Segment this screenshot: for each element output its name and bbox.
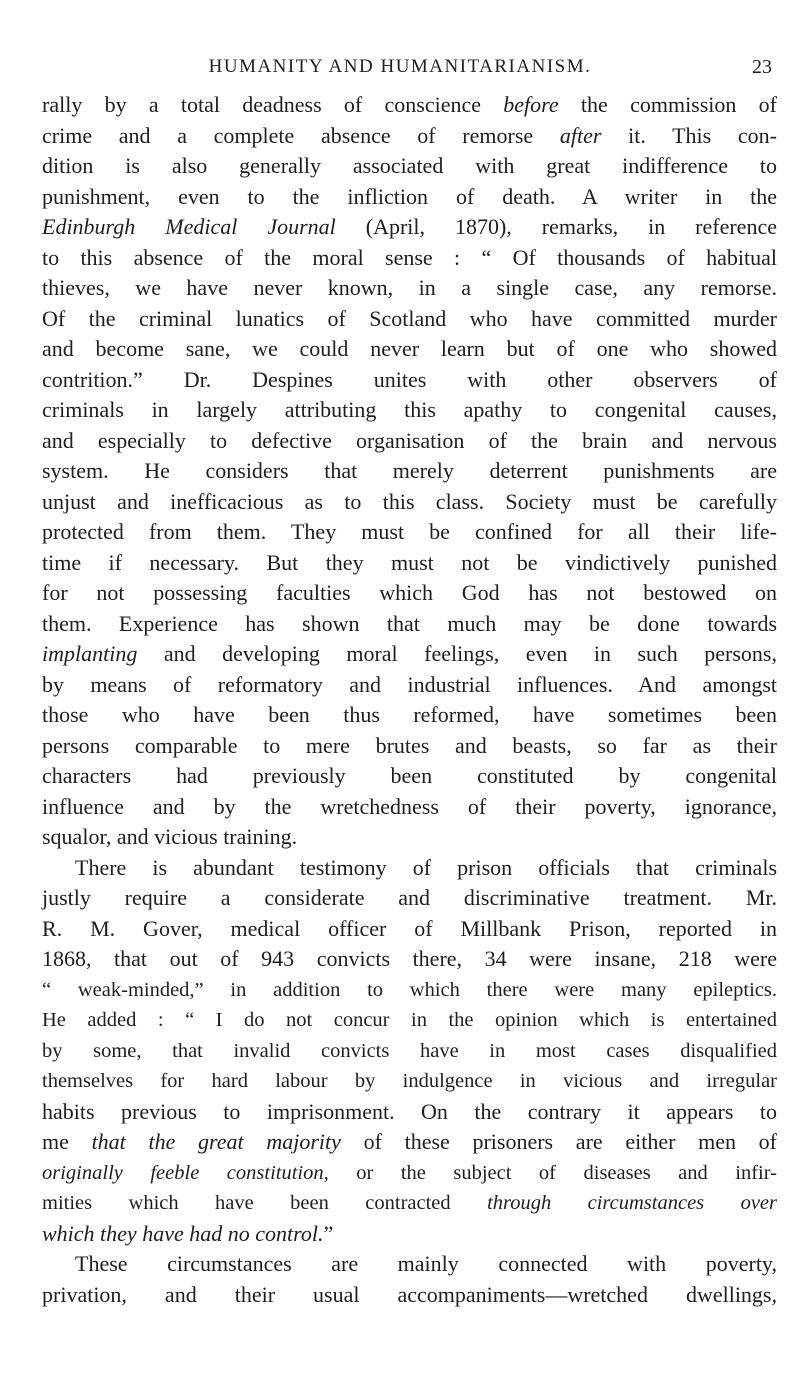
text-line: time if necessary. But they must not be vindictively punished [42,549,777,575]
text-line: persons comparable to mere brutes and beasts, so far as their [42,732,777,758]
text-line: and become sane, we could never learn but of one who showed [42,336,777,361]
text-line: These circumstances are mainly connected with poverty, [75,1251,777,1276]
text-line: by means of reformatory and industrial influences. And amongst [42,671,777,697]
text-line: which they have had no control.” [42,1220,334,1246]
text-line: contrition.” Dr. Despines unites with other observers of [42,366,777,392]
text-line: implanting and developing moral feelings, even in such persons, [42,641,777,666]
text-line: squalor, and vicious training. [42,824,298,849]
text-line: and especially to defective organisation of the brain and nervous [42,427,777,453]
running-title: HUMANITY AND HUMANITARIANISM. [208,56,592,77]
italic-phrase: after [559,122,602,148]
text-line: those who have been thus reformed, have sometimes been [42,702,777,727]
italic-phrase: implanting [42,641,138,666]
italic-phrase: before [503,92,559,117]
text-line: Of the criminal lunatics of Scotland who have committed murder [42,305,777,331]
text-line: me that the great majority of these prisoners are either men of [42,1129,777,1154]
page-header [0,20,800,78]
italic-phrase: that the great majority [91,1129,341,1154]
italic-phrase: originally feeble constitution, [42,1161,329,1184]
italic-phrase: Edinburgh Medical Journal [42,214,336,239]
italic-phrase: through circumstances over [487,1192,777,1214]
text-line: for not possessing faculties which God has not bestowed on [42,580,777,605]
text-line: mities which have been contracted through circumstances over [42,1192,777,1214]
text-line: He added : “ I do not concur in the opinion which is entertained [42,1009,777,1031]
text-line: protected from them. They must be confined for all their life- [42,519,777,544]
text-line: to this absence of the moral sense : “ Of thousands of habitual [42,244,777,270]
text-line: R. M. Gover, medical officer of Millbank Prison, reported in [42,915,777,941]
text-line: habits previous to imprisonment. On the contrary it appears to [42,1098,777,1124]
text-line: crime and a complete absence of remorse after it. This con- [42,122,777,148]
text-line: punishment, even to the infliction of death. A writer in the [42,183,777,209]
text-line: rally by a total deadness of conscience before the commission of [42,92,778,117]
italic-phrase: which they have had no control. [42,1220,324,1246]
text-line: “ weak-minded,” in addition to which there were many epileptics. [42,978,777,1001]
text-line: criminals in largely attributing this apathy to congenital causes, [42,397,777,422]
body-text [42,90,777,1310]
text-line: 1868, that out of 943 convicts there, 34 were insane, 218 were [42,946,777,971]
text-line: characters had previously been constituted by congenital [42,763,777,788]
text-line: them. Experience has shown that much may be done towards [42,610,777,636]
text-line: dition is also generally associated with great indifference to [42,153,777,178]
text-line: influence and by the wretchedness of their poverty, ignorance, [42,793,777,819]
text-line: justly require a considerate and discriminative treatment. Mr. [42,885,777,910]
text-line: originally feeble constitution, or the subject of diseases and infir- [42,1161,777,1184]
page-number: 23 [752,56,772,78]
text-line: Edinburgh Medical Journal (April, 1870), remarks, in reference [42,214,777,239]
text-line: privation, and their usual accompaniments—wretched dwellings, [42,1281,777,1307]
text-line: themselves for hard labour by indulgence in vicious and irregular [42,1070,777,1092]
text-line: system. He considers that merely deterrent punishments are [42,458,777,483]
text-line: unjust and inefficacious as to this class. Society must be carefully [42,488,777,514]
text-line: thieves, we have never known, in a single case, any remorse. [42,275,777,300]
text-line: There is abundant testimony of prison officials that criminals [75,854,777,880]
text-line: by some, that invalid convicts have in most cases disqualified [42,1039,777,1062]
